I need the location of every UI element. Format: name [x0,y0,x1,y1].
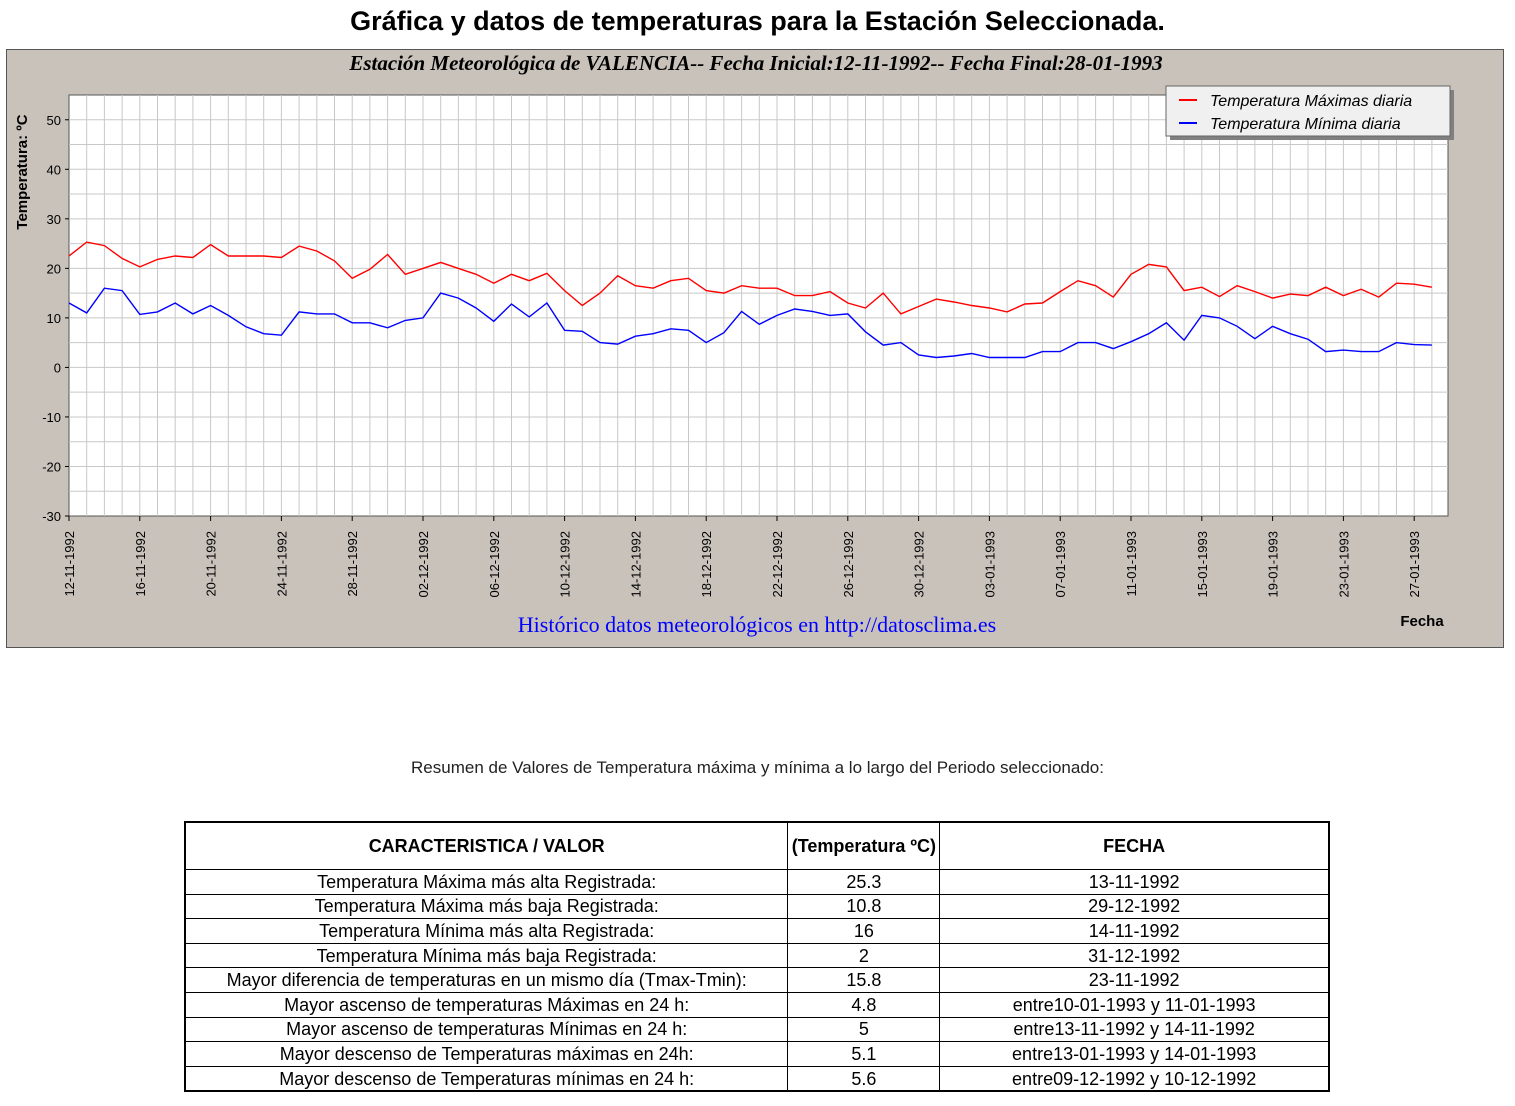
y-tick-label: 20 [46,261,61,277]
row-value: 10.8 [788,894,940,919]
x-tick-label: 02-12-1992 [416,531,431,598]
row-label: Mayor descenso de Temperaturas mínimas en 24 h: [185,1066,788,1091]
y-tick-label: 10 [46,310,61,326]
y-axis-ticks [42,113,69,524]
row-value: 2 [788,943,940,968]
x-tick-label: 28-11-1992 [345,531,361,597]
table-row [185,870,1329,895]
row-label: Mayor descenso de Temperaturas máximas en 24h: [185,1042,788,1067]
legend [1166,86,1454,140]
row-label: Mayor ascenso de temperaturas Mínimas en 24 h: [185,1017,788,1042]
row-value: 5.6 [788,1066,940,1091]
row-value: 25.3 [788,870,940,895]
x-tick-label: 11-01-1993 [1124,531,1139,597]
row-date: 31-12-1992 [940,943,1329,968]
x-tick-label: 24-11-1992 [274,531,290,597]
x-tick-label: 20-11-1992 [203,531,219,597]
row-value: 5.1 [788,1042,940,1067]
row-date: entre13-11-1992 y 14-11-1992 [940,1017,1329,1042]
x-tick-label: 12-11-1992 [62,531,77,597]
x-tick-label: 18-12-1992 [699,531,715,598]
row-label: Temperatura Máxima más alta Registrada: [185,870,788,895]
table-row [185,968,1329,993]
x-tick-label: 26-12-1992 [840,531,856,598]
table-row [185,894,1329,919]
x-tick-label: 22-12-1992 [770,531,785,598]
row-date: entre10-01-1993 y 11-01-1993 [940,992,1329,1017]
header-characteristic: CARACTERISTICA / VALOR [185,822,788,870]
row-label: Temperatura Mínima más baja Registrada: [185,943,788,968]
x-tick-label: 07-01-1993 [1053,531,1069,598]
table-row [185,943,1329,968]
x-tick-label: 14-12-1992 [628,531,644,598]
y-tick-label: -10 [42,409,61,425]
row-date: 29-12-1992 [940,894,1329,919]
header-temperature: (Temperatura ºC) [788,822,940,870]
y-tick-label: 50 [46,112,61,128]
row-date: 23-11-1992 [940,968,1329,993]
y-axis-label: Temperatura: ºC [14,114,31,230]
header-date: FECHA [940,822,1329,870]
x-tick-label: 27-01-1993 [1407,531,1423,598]
row-value: 16 [788,919,940,944]
plot-area [69,95,1448,516]
legend-label-min: Temperatura Mínima diaria [1210,116,1401,133]
y-tick-label: 0 [53,360,61,376]
footer-link[interactable]: Histórico datos meteorológicos en http://datosclima.es [517,612,997,637]
row-date: entre13-01-1993 y 14-01-1993 [940,1042,1329,1067]
y-tick-label: -20 [42,459,61,475]
temperature-chart [7,50,1505,649]
y-tick-label: 40 [46,162,61,178]
x-tick-label: 16-11-1992 [132,531,148,597]
x-tick-label: 19-01-1993 [1265,531,1281,598]
legend-label-max: Temperatura Máximas diaria [1210,93,1413,110]
row-label: Mayor diferencia de temperaturas en un mismo día (Tmax-Tmin): [185,968,788,993]
table-row [185,919,1329,944]
chart-title: Estación Meteorológica de VALENCIA-- Fecha Inicial:12-11-1992-- Fecha Final:28-01-1993 [349,51,1163,75]
row-date: 13-11-1992 [940,870,1329,895]
row-value: 4.8 [788,992,940,1017]
x-tick-label: 03-01-1993 [982,531,998,598]
row-value: 15.8 [788,968,940,993]
summary-caption: Resumen de Valores de Temperatura máxima y mínima a lo largo del Periodo seleccionado: [411,758,1104,777]
row-date: entre09-12-1992 y 10-12-1992 [940,1066,1329,1091]
row-label: Temperatura Mínima más alta Registrada: [185,919,788,944]
summary-table [184,821,1330,1092]
table-row [185,992,1329,1017]
y-tick-label: 30 [46,211,61,227]
x-axis-label: Fecha [1400,613,1444,630]
y-tick-label: -30 [42,509,61,524]
x-tick-label: 30-12-1992 [911,531,927,598]
row-date: 14-11-1992 [940,919,1329,944]
table-row [185,1042,1329,1067]
x-tick-label: 23-01-1993 [1336,531,1352,598]
x-tick-label: 06-12-1992 [486,531,502,598]
table-row [185,1066,1329,1091]
summary-header-row [185,822,1329,870]
x-axis-ticks [62,516,1422,598]
x-tick-label: 10-12-1992 [557,531,573,598]
row-value: 5 [788,1017,940,1042]
x-tick-label: 15-01-1993 [1194,531,1210,598]
chart-frame [6,49,1504,648]
page-title: Gráfica y datos de temperaturas para la Estación Seleccionada. [350,6,1165,36]
row-label: Mayor ascenso de temperaturas Máximas en 24 h: [185,992,788,1017]
row-label: Temperatura Máxima más baja Registrada: [185,894,788,919]
table-row [185,1017,1329,1042]
